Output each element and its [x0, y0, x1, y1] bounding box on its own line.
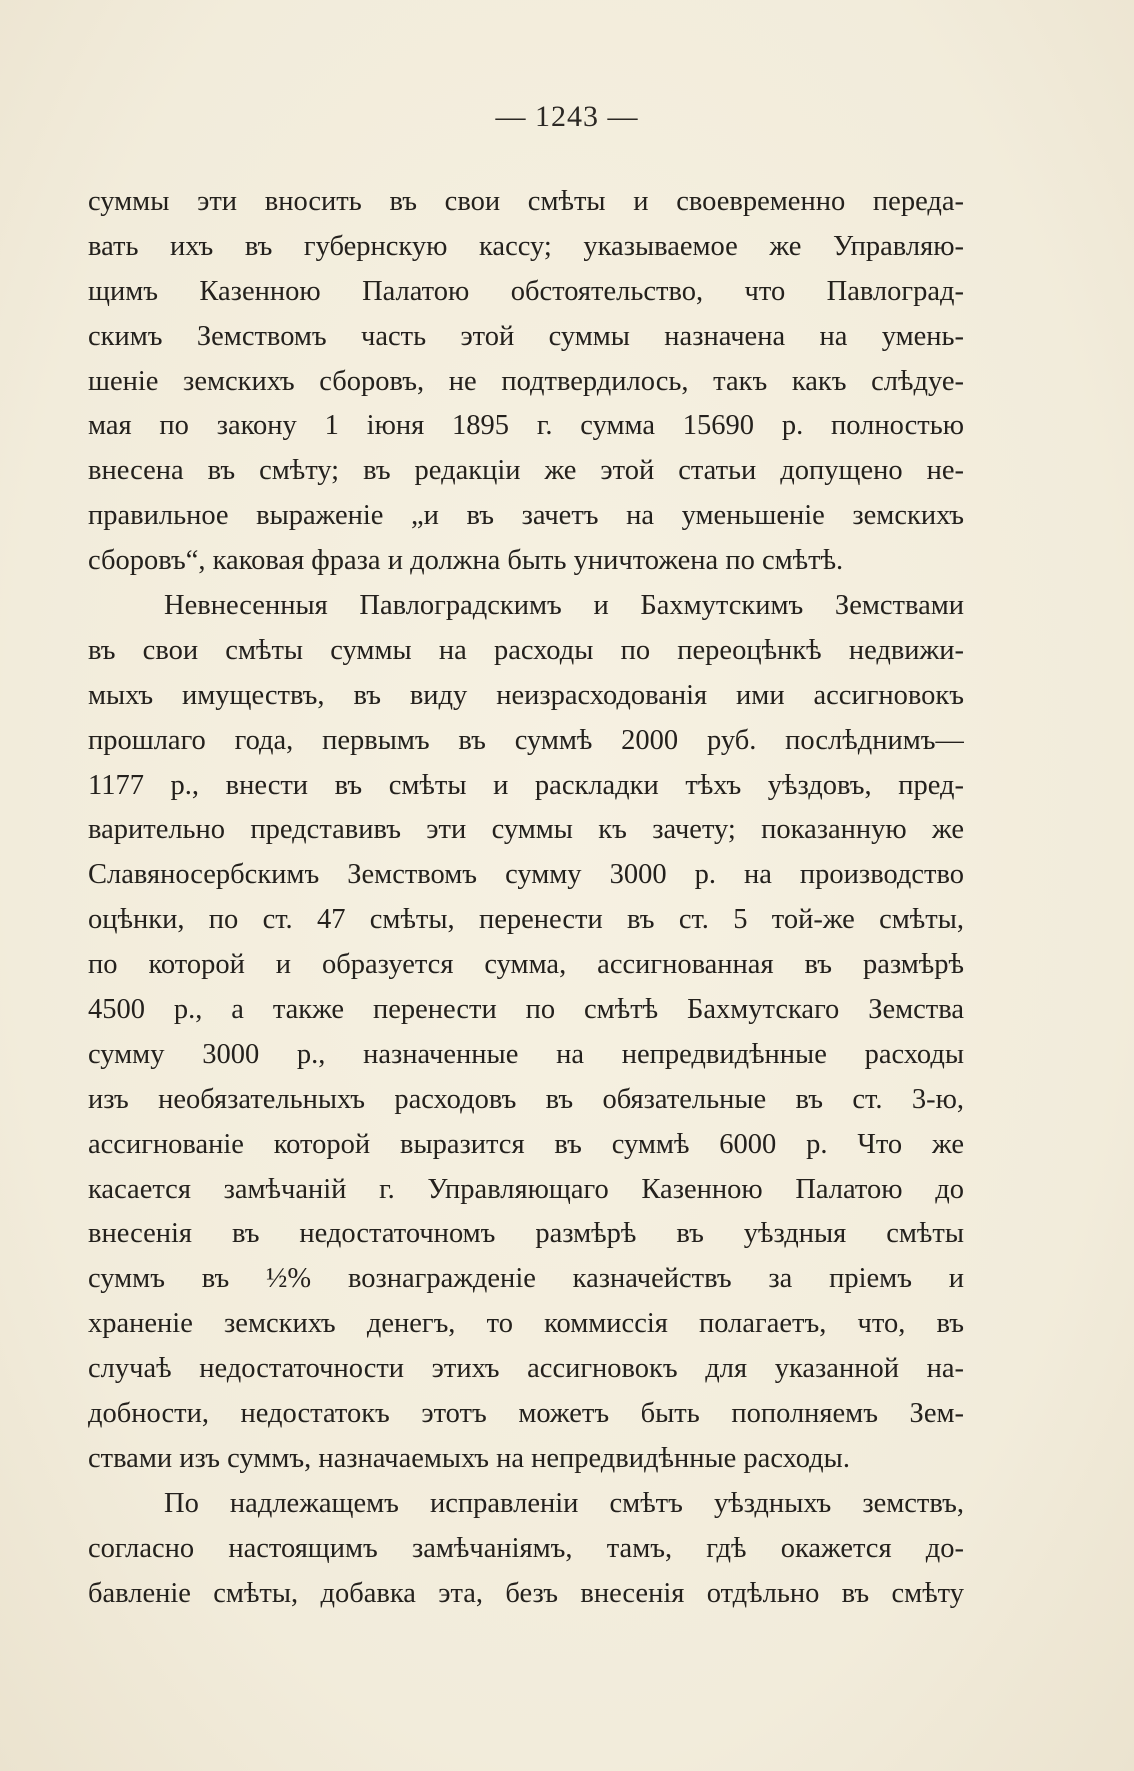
text-line: щимъ Казенною Палатою обстоятельство, что Павлоград-: [88, 275, 964, 307]
text-line: въ свои смѣты суммы на расходы по переоцѣнкѣ недвижи-: [88, 634, 964, 666]
text-line: изъ необязательныхъ расходовъ въ обязательные въ ст. 3-ю,: [88, 1083, 964, 1115]
text-line: правильное выраженіе „и въ зачетъ на уменьшеніе земскихъ: [88, 500, 964, 532]
paragraph-3: [88, 1482, 964, 1617]
text-line: вать ихъ въ губернскую кассу; указываемое же Управляю-: [88, 230, 964, 262]
text-line: шеніе земскихъ сборовъ, не подтвердилось, такъ какъ слѣдуе-: [88, 365, 964, 397]
text-line: мыхъ имуществъ, въ виду неизрасходованія ими ассигновокъ: [88, 679, 964, 711]
text-line: касается замѣчаній г. Управляющаго Казенною Палатою до: [88, 1173, 964, 1205]
paragraph-1: [88, 180, 964, 584]
text-line: варительно представивъ эти суммы къ зачету; показанную же: [88, 814, 964, 846]
text-line: скимъ Земствомъ часть этой суммы назначена на умень-: [88, 320, 964, 352]
text-line: храненіе земскихъ денегъ, то коммиссія полагаетъ, что, въ: [88, 1308, 964, 1340]
text-line: суммъ въ ½% вознагражденіе казначействъ за пріемъ и: [88, 1263, 964, 1295]
text-line: случаѣ недостаточности этихъ ассигновокъ для указанной на-: [88, 1353, 964, 1385]
body-text: [88, 180, 964, 1617]
text-line: добности, недостатокъ этотъ можетъ быть пополняемъ Зем-: [88, 1398, 964, 1430]
text-line: По надлежащемъ исправленіи смѣтъ уѣздныхъ земствъ,: [164, 1487, 964, 1519]
paragraph-2: [88, 584, 964, 1482]
text-line: 1177 р., внести въ смѣты и раскладки тѣхъ уѣздовъ, пред-: [88, 769, 964, 801]
text-line: бавленіе смѣты, добавка эта, безъ внесенія отдѣльно въ смѣту: [88, 1577, 964, 1609]
text-line: мая по закону 1 іюня 1895 г. сумма 15690 р. полностью: [88, 410, 964, 442]
text-line: сумму 3000 р., назначенные на непредвидѣнные расходы: [88, 1038, 964, 1070]
text-line: суммы эти вносить въ свои смѣты и своевременно переда-: [88, 186, 964, 217]
text-line: внесена въ смѣту; въ редакціи же этой статьи допущено не-: [88, 455, 964, 487]
text-line: согласно настоящимъ замѣчаніямъ, тамъ, гдѣ окажется до-: [88, 1532, 964, 1564]
text-line: оцѣнки, по ст. 47 смѣты, перенести въ ст. 5 той-же смѣты,: [88, 904, 964, 936]
page-number: — 1243 —: [495, 100, 639, 133]
text-line: прошлаго года, первымъ въ суммѣ 2000 руб. послѣднимъ—: [88, 724, 964, 756]
text-line: сборовъ“, каковая фраза и должна быть уничтожена по смѣтѣ.: [88, 545, 844, 577]
text-line: ствами изъ суммъ, назначаемыхъ на непредвидѣнные расходы.: [88, 1442, 850, 1474]
text-line: Славяносербскимъ Земствомъ сумму 3000 р. на производство: [88, 859, 964, 891]
text-line: внесенія въ недостаточномъ размѣрѣ въ уѣздныя смѣты: [88, 1218, 964, 1250]
text-line: ассигнованіе которой выразится въ суммѣ 6000 р. Что же: [88, 1128, 964, 1160]
text-line: Невнесенныя Павлоградскимъ и Бахмутскимъ Земствами: [164, 590, 964, 622]
text-line: 4500 р., а также перенести по смѣтѣ Бахмутскаго Земства: [88, 994, 964, 1026]
text-line: по которой и образуется сумма, ассигнованная въ размѣрѣ: [88, 949, 964, 981]
